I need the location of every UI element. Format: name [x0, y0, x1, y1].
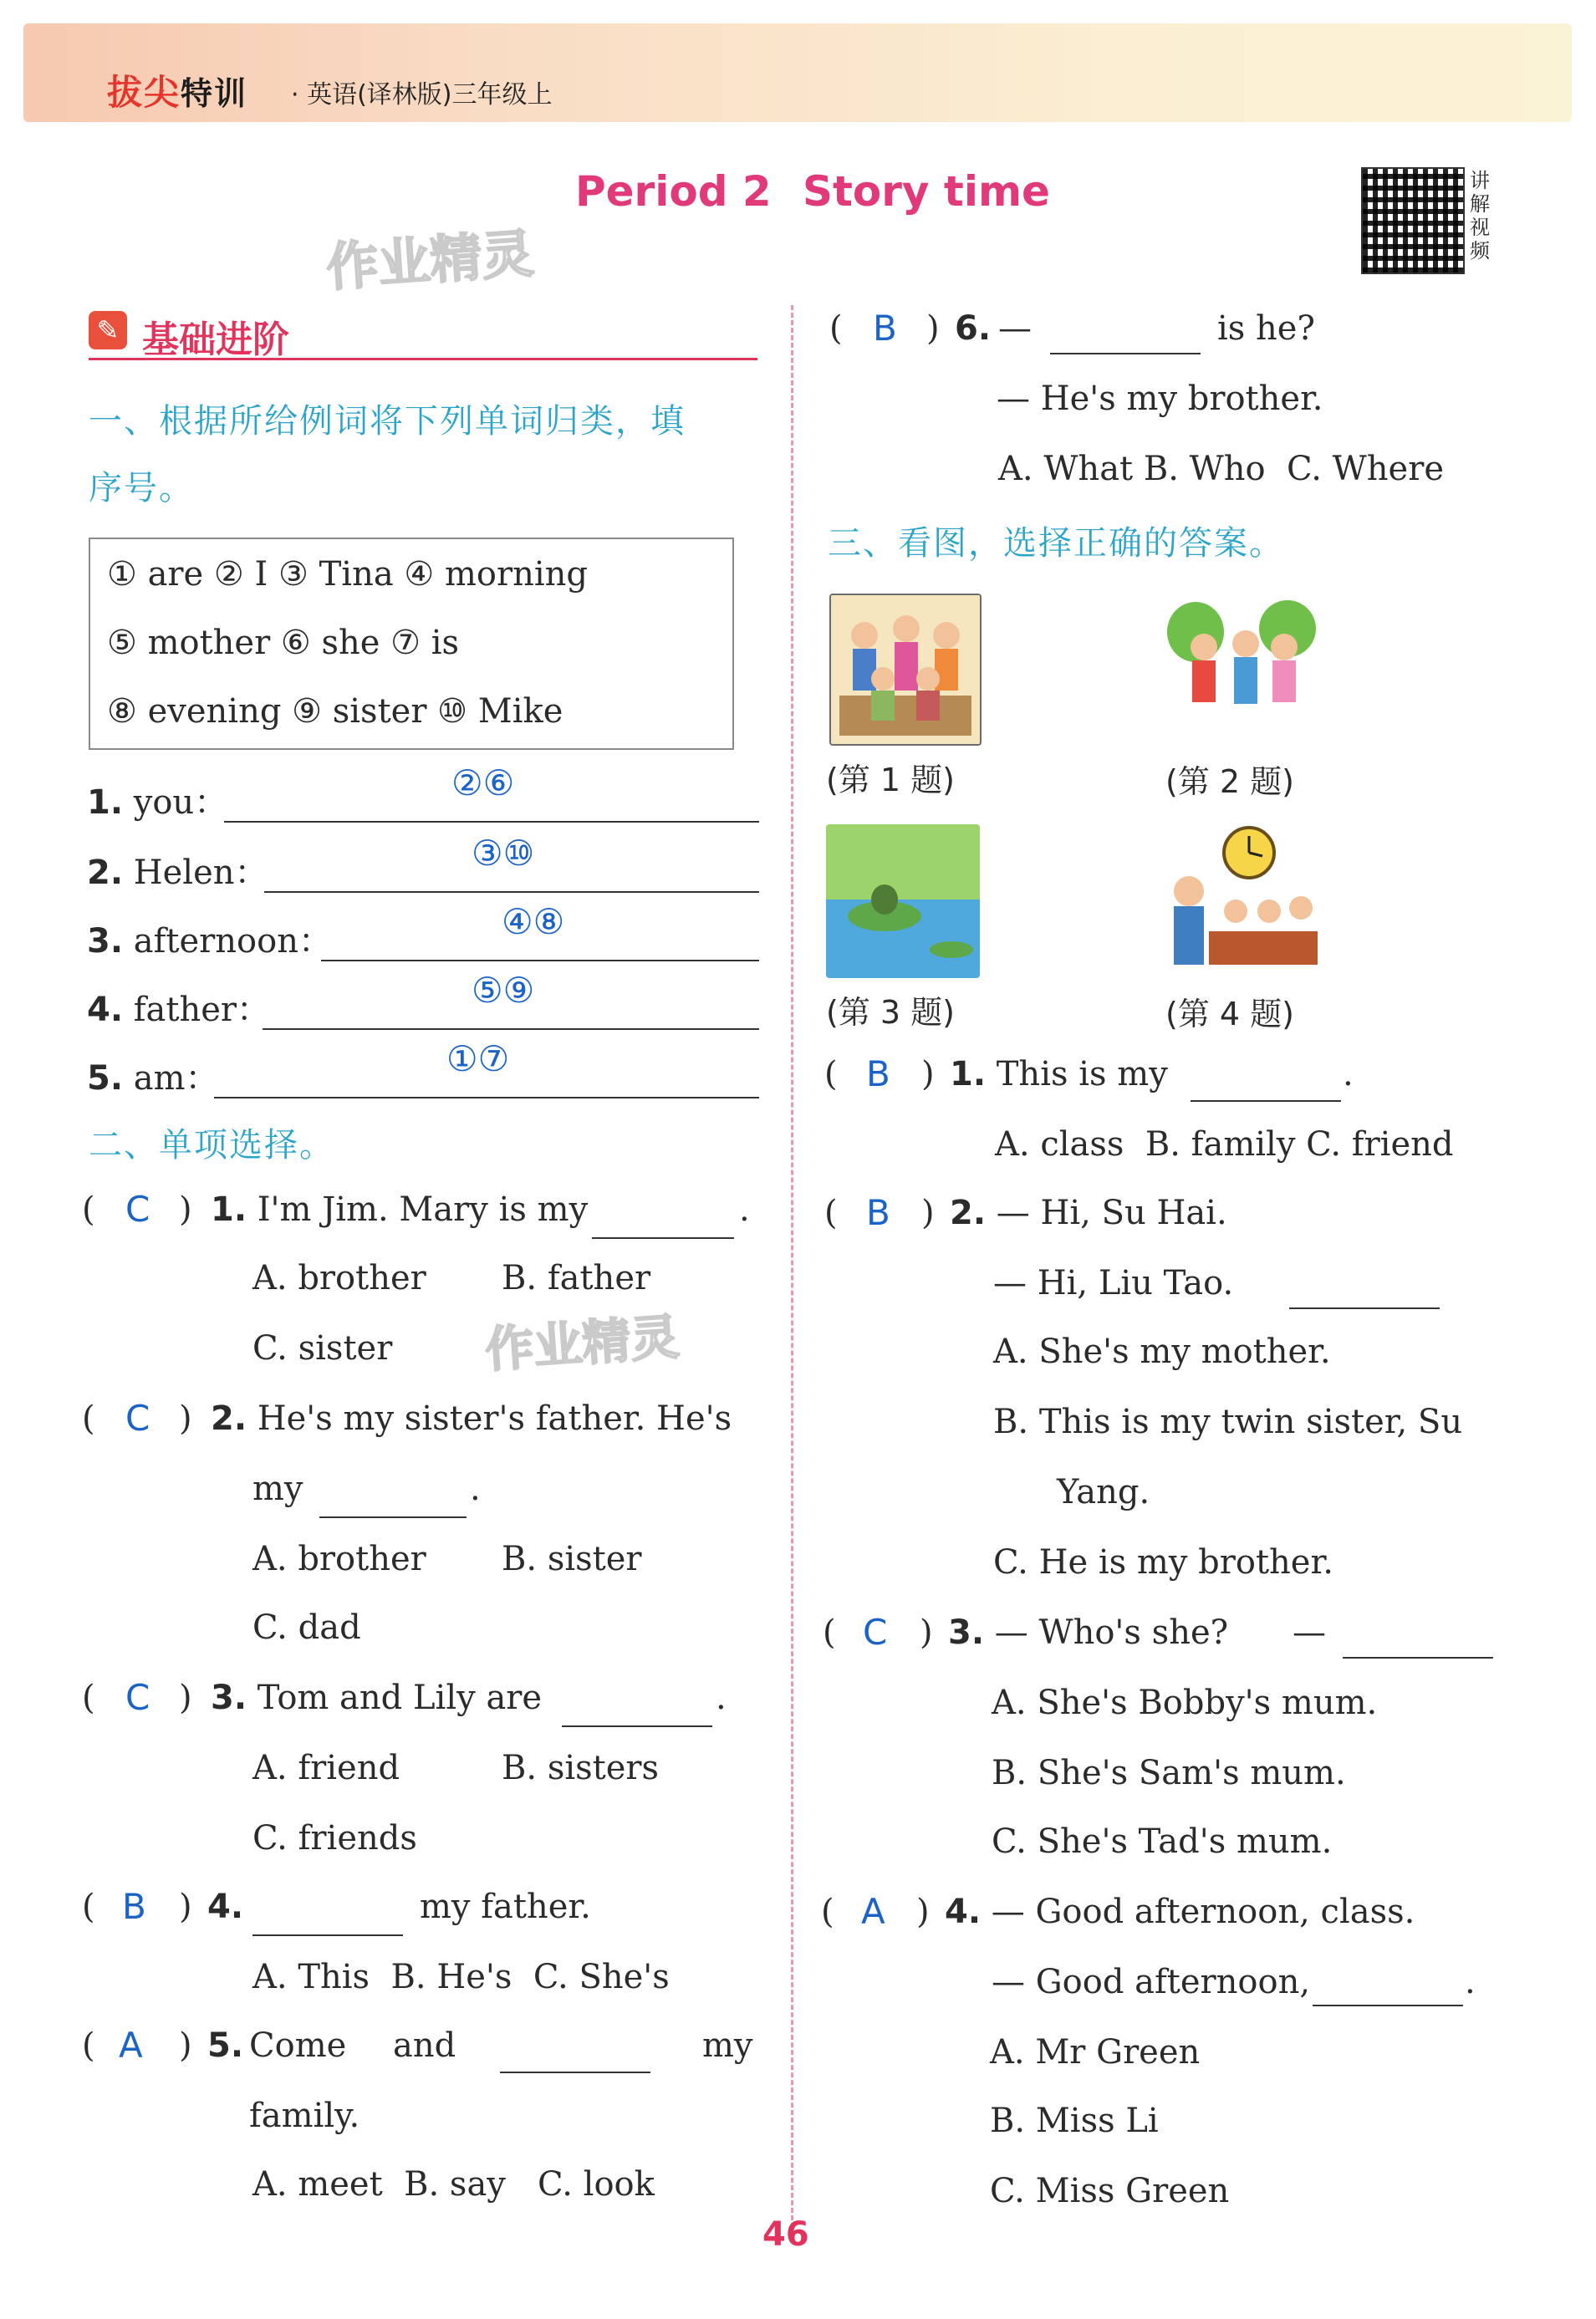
answer-line[interactable]	[214, 1097, 759, 1098]
paren-close: )	[920, 1613, 933, 1652]
answer-blank[interactable]	[319, 1516, 467, 1518]
question-stem	[948, 1613, 1228, 1652]
choice-answer: B	[873, 308, 897, 349]
fill-item	[87, 846, 268, 894]
stem-end: .	[470, 1470, 481, 1508]
classroom-picture	[1159, 824, 1323, 980]
question-number: 3.	[211, 1679, 247, 1717]
answer-blank[interactable]	[1050, 353, 1201, 354]
option-c: C. dad	[252, 1608, 361, 1647]
question-stem	[950, 1055, 1168, 1093]
reply-line: — Hi, Liu Tao.	[993, 1264, 1234, 1302]
paren-close: )	[179, 1190, 192, 1229]
family-picture	[829, 594, 982, 746]
choice-answer: C	[125, 1398, 150, 1439]
option-a: A. brother	[252, 1540, 426, 1578]
answer-line[interactable]	[321, 960, 759, 961]
item-label: afternoon：	[133, 922, 332, 961]
paren-close: )	[179, 2026, 192, 2065]
stem-text: my	[702, 2026, 753, 2065]
paren-open: (	[823, 1613, 836, 1652]
paren-close: )	[179, 1679, 192, 1717]
choice-answer: B	[866, 1192, 890, 1233]
paren-open: (	[824, 1055, 838, 1093]
stem-end: .	[1465, 1963, 1476, 2001]
stem-text: — Who's she?	[994, 1613, 1229, 1652]
dash: —	[1293, 1613, 1326, 1652]
watermark: 作业精灵	[483, 1307, 681, 1379]
answer-blank[interactable]	[1191, 1100, 1341, 1102]
answer-line[interactable]	[264, 891, 759, 893]
answer-text: ①⑦	[446, 1038, 510, 1079]
options-row: A. class B. family C. friend	[995, 1125, 1454, 1164]
choice-answer: C	[125, 1677, 150, 1718]
item-label: father：	[133, 991, 271, 1029]
option-c: C. sister	[252, 1329, 393, 1368]
dash: —	[998, 309, 1032, 348]
choice-answer: A	[861, 1891, 885, 1932]
paren-close: )	[179, 1399, 192, 1438]
item-number: 5.	[87, 1059, 124, 1098]
question-stem	[945, 1893, 1415, 1931]
fill-item	[87, 983, 270, 1031]
option-b: B. sisters	[502, 1749, 660, 1787]
question-number: 4.	[207, 1888, 244, 1926]
item-number: 3.	[87, 922, 124, 961]
answer-blank[interactable]	[252, 1934, 403, 1936]
option-b: B. sister	[502, 1540, 642, 1578]
section-heading: 基础进阶	[142, 319, 289, 361]
stem-text-line2: family.	[249, 2097, 360, 2135]
stem-text: — Good afternoon, class.	[991, 1893, 1415, 1931]
qr-code-icon[interactable]	[1361, 167, 1465, 274]
paren-open: (	[82, 1190, 95, 1229]
choice-answer: B	[866, 1053, 890, 1094]
paren-open: (	[82, 1679, 95, 1717]
caption: (第 2 题)	[1165, 763, 1294, 800]
stem-text: I'm Jim. Mary is my	[257, 1190, 589, 1229]
watermark: 作业精灵	[324, 222, 536, 298]
caption: (第 1 题)	[826, 762, 955, 798]
item-number: 2.	[87, 854, 124, 892]
question-number: 1.	[211, 1190, 247, 1229]
topic-title: Story time	[803, 167, 1050, 216]
question-number: 1.	[950, 1055, 987, 1093]
word-bank-row: ⑧ evening ⑨ sister ⑩ Mike	[107, 692, 563, 731]
paren-open: (	[82, 1399, 95, 1438]
reply-line: — Good afternoon,	[992, 1963, 1311, 2001]
options-row: A. meet B. say C. look	[252, 2165, 655, 2204]
fill-item	[87, 776, 227, 823]
answer-text: ④⑧	[502, 901, 565, 942]
caption: (第 3 题)	[826, 994, 955, 1031]
classroom-illustration	[1159, 824, 1323, 980]
option-c: C. friends	[252, 1819, 417, 1858]
header-subtitle: · 英语(译林版)三年级上	[291, 80, 553, 110]
question-number: 2.	[950, 1194, 987, 1232]
option-b-line2: Yang.	[1057, 1473, 1150, 1511]
choice-answer: C	[863, 1612, 888, 1653]
stem-text: Tom and Lily are	[257, 1679, 543, 1717]
question-stem	[211, 1399, 732, 1438]
part1-heading-line2: 序号。	[89, 469, 194, 507]
children-picture	[1162, 599, 1319, 707]
qr-label: 讲解视频	[1470, 169, 1490, 262]
word-bank-row: ① are ② I ③ Tina ④ morning	[107, 555, 589, 594]
choice-answer: B	[122, 1886, 146, 1927]
paren-close: )	[916, 1893, 930, 1931]
paren-open: (	[82, 2026, 95, 2065]
question-number: 4.	[945, 1893, 982, 1931]
part1-heading-line1: 一、根据所给例词将下列单词归类，填	[89, 402, 686, 441]
answer-line[interactable]	[224, 821, 759, 823]
options-row: A. This B. He's C. She's	[252, 1958, 670, 1996]
options-row: A. What B. Who C. Where	[998, 450, 1444, 488]
item-label: Helen：	[133, 854, 268, 892]
caption: (第 4 题)	[1165, 996, 1294, 1032]
fill-item	[87, 915, 332, 962]
option-b: B. She's Sam's mum.	[992, 1754, 1346, 1792]
page-number: 46	[762, 2215, 809, 2254]
fill-item	[87, 1052, 219, 1099]
option-a: A. She's Bobby's mum.	[992, 1684, 1378, 1722]
pond-illustration	[826, 824, 980, 978]
children-illustration	[1162, 599, 1319, 707]
option-c: C. He is my brother.	[993, 1543, 1333, 1582]
question-number: 6.	[955, 309, 992, 348]
reply-line: — He's my brother.	[997, 380, 1323, 418]
option-a: A. brother	[252, 1259, 426, 1297]
answer-blank[interactable]	[1289, 1307, 1440, 1309]
part3-heading: 三、看图，选择正确的答案。	[828, 524, 1284, 563]
paren-open: (	[824, 1194, 838, 1232]
question-number: 2.	[211, 1399, 247, 1438]
item-number: 1.	[87, 783, 124, 822]
brand-logo	[107, 65, 247, 115]
pencil-icon: ✎	[89, 311, 127, 349]
option-c: C. She's Tad's mum.	[992, 1822, 1333, 1861]
question-stem	[211, 1679, 542, 1717]
answer-text: ②⑥	[451, 762, 515, 803]
paren-open: (	[82, 1888, 95, 1926]
paren-close: )	[921, 1055, 935, 1093]
choice-answer: A	[119, 2025, 143, 2066]
paren-close: )	[926, 309, 940, 348]
brand-red: 拔尖	[107, 72, 181, 113]
option-c: C. Miss Green	[990, 2172, 1230, 2210]
item-number: 4.	[87, 991, 124, 1029]
stem-text: This is my	[996, 1055, 1168, 1093]
answer-text: ⑤⑨	[472, 970, 535, 1011]
paren-open: (	[821, 1893, 834, 1931]
answer-blank[interactable]	[1313, 2005, 1463, 2006]
period-title: Period 2	[575, 167, 772, 216]
stem-end: .	[1343, 1055, 1354, 1093]
paren-close: )	[179, 1888, 192, 1926]
answer-blank[interactable]	[500, 2072, 650, 2073]
stem-end: .	[716, 1679, 727, 1717]
option-b: B. father	[502, 1259, 651, 1297]
pond-picture	[826, 824, 980, 978]
question-number: 5.	[207, 2026, 244, 2065]
header-band	[23, 23, 1572, 122]
brand-black: 特训	[181, 75, 248, 112]
stem-text: and	[393, 2026, 456, 2065]
stem-text: Come	[249, 2026, 347, 2065]
section-underline	[89, 358, 757, 360]
paren-open: (	[829, 309, 843, 348]
part2-heading: 二、单项选择。	[89, 1126, 334, 1165]
stem-text: my father.	[420, 1888, 591, 1926]
stem-end: .	[739, 1190, 750, 1229]
answer-text: ③⑩	[472, 833, 535, 874]
choice-answer: C	[125, 1189, 150, 1230]
stem-text: He's my sister's father. He's	[257, 1399, 732, 1438]
answer-blank[interactable]	[1343, 1657, 1493, 1659]
stem-text: — Hi, Su Hai.	[996, 1194, 1227, 1232]
word-bank-row: ⑤ mother ⑥ she ⑦ is	[107, 624, 460, 662]
option-a: A. friend	[252, 1749, 400, 1787]
answer-blank[interactable]	[592, 1237, 734, 1239]
stem-text-line2: my	[252, 1470, 303, 1508]
option-a: A. She's my mother.	[993, 1333, 1331, 1371]
option-b: B. Miss Li	[990, 2102, 1159, 2140]
option-b: B. This is my twin sister, Su	[993, 1403, 1463, 1441]
item-label: you：	[133, 783, 228, 822]
option-a: A. Mr Green	[990, 2033, 1201, 2072]
question-stem	[950, 1194, 1227, 1232]
answer-line[interactable]	[263, 1028, 759, 1030]
column-divider	[791, 305, 793, 2228]
item-label: am：	[133, 1059, 219, 1098]
family-illustration	[831, 595, 980, 744]
stem-text: is he?	[1217, 309, 1315, 348]
paren-close: )	[921, 1194, 935, 1232]
answer-blank[interactable]	[562, 1725, 712, 1727]
question-stem	[211, 1190, 588, 1229]
question-number: 3.	[948, 1613, 985, 1652]
